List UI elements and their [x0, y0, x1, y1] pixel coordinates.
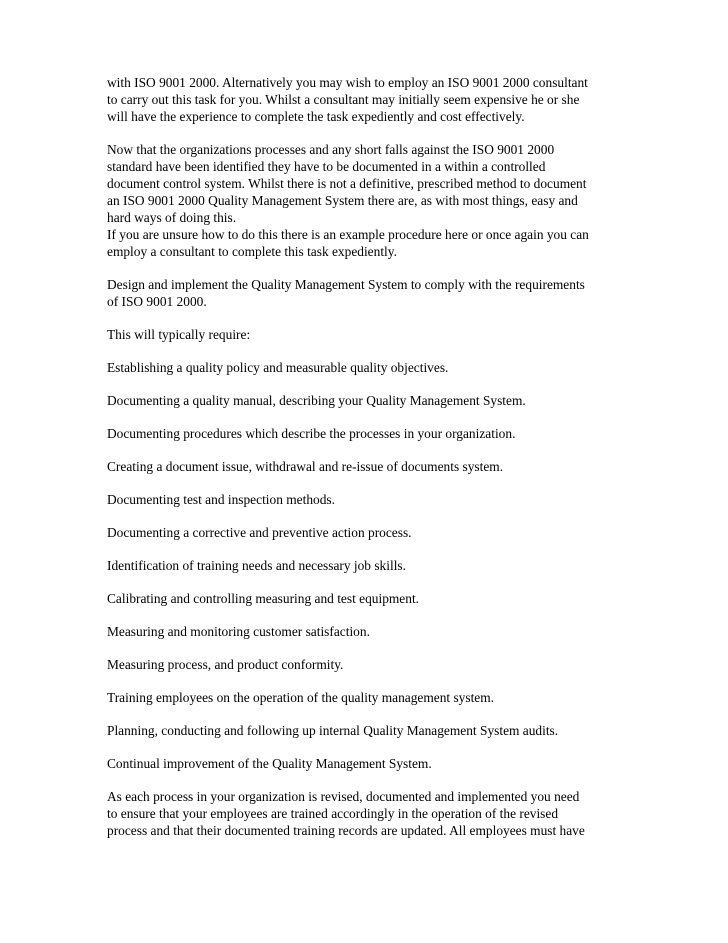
text-line: Design and implement the Quality Management System to comply with the requirements: [107, 277, 585, 292]
text-line: hard ways of doing this.: [107, 210, 237, 225]
text-line: Establishing a quality policy and measurable quality objectives.: [107, 360, 449, 375]
text-line: Planning, conducting and following up internal Quality Management System audits.: [107, 723, 559, 738]
text-line: Measuring and monitoring customer satisfaction.: [107, 624, 370, 639]
paragraph: [107, 590, 627, 607]
text-line: to carry out this task for you. Whilst a consultant may initially seem expensive he or she: [107, 92, 580, 107]
text-line: to ensure that your employees are trained accordingly in the operation of the revised: [107, 806, 559, 821]
text-line: Documenting a corrective and preventive action process.: [107, 525, 412, 540]
text-line: an ISO 9001 2000 Quality Management System there are, as with most things, easy and: [107, 193, 578, 208]
paragraph: [107, 722, 627, 739]
text-line: Identification of training needs and necessary job skills.: [107, 558, 406, 573]
text-line: Measuring process, and product conformity.: [107, 657, 344, 672]
text-line: Calibrating and controlling measuring and test equipment.: [107, 591, 420, 606]
text-line: employ a consultant to complete this task expediently.: [107, 244, 397, 259]
paragraph: [107, 359, 627, 376]
paragraph: [107, 557, 627, 574]
text-line: Continual improvement of the Quality Management System.: [107, 756, 432, 771]
paragraph: [107, 276, 627, 310]
paragraph: [107, 141, 627, 260]
text-line: If you are unsure how to do this there is an example procedure here or once again you can: [107, 227, 589, 242]
text-line: Documenting test and inspection methods.: [107, 492, 335, 507]
paragraph: [107, 392, 627, 409]
paragraph: [107, 689, 627, 706]
paragraph: [107, 326, 627, 343]
paragraph: [107, 788, 627, 839]
paragraph: [107, 458, 627, 475]
paragraph: [107, 623, 627, 640]
text-line: of ISO 9001 2000.: [107, 294, 207, 309]
text-line: with ISO 9001 2000. Alternatively you may wish to employ an ISO 9001 2000 consultant: [107, 75, 588, 90]
paragraph: [107, 656, 627, 673]
text-line: Now that the organizations processes and any short falls against the ISO 9001 2000: [107, 142, 555, 157]
paragraph: [107, 74, 627, 125]
text-line: process and that their documented training records are updated. All employees must have: [107, 823, 585, 838]
text-line: standard have been identified they have to be documented in a within a controlled: [107, 159, 546, 174]
paragraph: [107, 755, 627, 772]
text-line: This will typically require:: [107, 327, 251, 342]
text-line: Creating a document issue, withdrawal and re-issue of documents system.: [107, 459, 504, 474]
paragraph: [107, 491, 627, 508]
text-line: Documenting a quality manual, describing your Quality Management System.: [107, 393, 526, 408]
text-line: will have the experience to complete the task expediently and cost effectively.: [107, 109, 525, 124]
text-line: document control system. Whilst there is not a definitive, prescribed method to document: [107, 176, 587, 191]
paragraph: [107, 524, 627, 541]
paragraph: [107, 425, 627, 442]
text-line: As each process in your organization is revised, documented and implemented you need: [107, 789, 580, 804]
text-line: Training employees on the operation of the quality management system.: [107, 690, 495, 705]
document-page: [107, 74, 627, 855]
text-line: Documenting procedures which describe the processes in your organization.: [107, 426, 516, 441]
